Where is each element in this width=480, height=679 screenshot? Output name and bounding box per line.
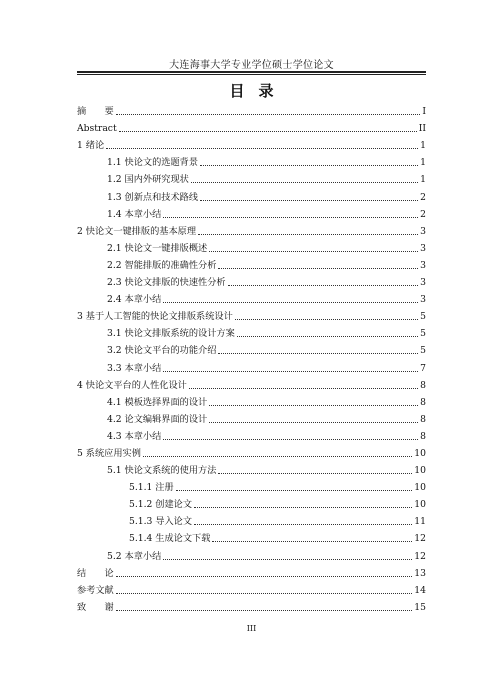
toc-entry-label: 5 系统应用实例 (77, 447, 141, 459)
toc-entry[interactable] (77, 101, 426, 118)
toc-entry[interactable] (77, 221, 426, 238)
toc-entry-page: 3 (420, 277, 426, 289)
toc-title: 目录 (229, 82, 288, 100)
toc-entry-label: 2.1 快论文一键排版概述 (107, 242, 208, 254)
toc-entry-label: 3.3 本章小结 (107, 362, 162, 374)
toc-entry[interactable] (77, 272, 426, 289)
toc-entry-label: 5.1.3 导入论文 (129, 516, 193, 528)
toc-leader-dots (191, 182, 418, 183)
toc-leader-dots (163, 559, 412, 560)
toc-entry-page: 1 (420, 174, 426, 186)
toc-entry-page: 12 (414, 550, 426, 562)
toc-entry-page: 1 (420, 157, 426, 169)
toc-entry-label: 4.2 论文编辑界面的设计 (107, 413, 208, 425)
toc-entry[interactable] (77, 289, 426, 306)
toc-entry-label: 3.1 快论文排版系统的设计方案 (107, 328, 235, 340)
toc-leader-dots (116, 593, 413, 594)
toc-entry-page: 10 (414, 465, 426, 477)
toc-leader-dots (200, 200, 418, 201)
toc-leader-dots (209, 422, 418, 423)
toc-leader-dots (212, 541, 412, 542)
toc-entry-label: 2 快论文一键排版的基本原理 (77, 225, 197, 237)
toc-entry-page: 15 (414, 601, 426, 613)
toc-entry-label: 1.1 快论文的选题背景 (107, 157, 199, 169)
toc-entry[interactable] (77, 511, 426, 528)
toc-leader-dots (163, 302, 418, 303)
toc-leader-dots (235, 319, 418, 320)
toc-entry[interactable] (77, 152, 426, 169)
toc-entry-page: 10 (414, 499, 426, 511)
toc-entry[interactable] (77, 186, 426, 203)
toc-entry-label: 3 基于人工智能的快论文排版系统设计 (77, 311, 233, 323)
toc-entry[interactable] (77, 477, 426, 494)
toc-leader-dots (218, 353, 418, 354)
toc-entry[interactable] (77, 494, 426, 511)
toc-entry-page: 5 (420, 345, 426, 357)
toc-entry-page: II (418, 123, 426, 135)
toc-entry[interactable] (77, 528, 426, 545)
toc-leader-dots (209, 405, 418, 406)
toc-entry[interactable] (77, 238, 426, 255)
toc-entry-page: 11 (414, 516, 426, 528)
toc-entry-page: 2 (420, 208, 426, 220)
toc-leader-dots (194, 524, 412, 525)
toc-entry-page: 1 (420, 140, 426, 152)
toc-entry[interactable] (77, 340, 426, 357)
toc-entry[interactable] (77, 357, 426, 374)
running-header: 大连海事大学专业学位硕士学位论文 (169, 60, 334, 71)
toc-leader-dots (163, 371, 418, 372)
toc-entry[interactable] (77, 426, 426, 443)
toc-entry-page: 3 (420, 225, 426, 237)
toc-entry[interactable] (77, 135, 426, 152)
toc-leader-dots (209, 251, 418, 252)
toc-entry[interactable] (77, 118, 426, 135)
toc-entry[interactable] (77, 460, 426, 477)
toc-entry-label: 致 谢 (77, 601, 114, 613)
toc-entry[interactable] (77, 375, 426, 392)
toc-leader-dots (237, 336, 418, 337)
toc-entry-page: 8 (420, 413, 426, 425)
toc-entry-page: 8 (420, 379, 426, 391)
toc-entry-label: 参考文献 (77, 584, 114, 596)
toc-entry[interactable] (77, 323, 426, 340)
toc-entry-page: I (422, 106, 426, 118)
toc-entry[interactable] (77, 545, 426, 562)
toc-entry-label: 1.3 创新点和技术路线 (107, 191, 199, 203)
header-rule-thick (77, 71, 426, 73)
toc-leader-dots (228, 285, 419, 286)
toc-leader-dots (218, 268, 418, 269)
toc-leader-dots (218, 473, 412, 474)
toc-leader-dots (116, 114, 421, 115)
toc-entry-label: 5.1.1 注册 (129, 482, 174, 494)
toc-leader-dots (200, 165, 418, 166)
toc-entry-label: 4.1 模板选择界面的设计 (107, 396, 208, 408)
toc-entry[interactable] (77, 563, 426, 580)
toc-entry-label: 1.2 国内外研究现状 (107, 174, 189, 186)
toc-entry[interactable] (77, 169, 426, 186)
toc-entry-page: 3 (420, 242, 426, 254)
toc-entry[interactable] (77, 255, 426, 272)
toc-entry-label: 结 论 (77, 567, 114, 579)
toc-entry-label: Abstract (77, 123, 117, 135)
toc-entry-label: 1 绪论 (77, 140, 105, 152)
toc-leader-dots (143, 456, 412, 457)
toc-entry-label: 4 快论文平台的人性化设计 (77, 379, 187, 391)
toc-entry-page: 2 (420, 191, 426, 203)
toc-entry-page: 8 (420, 430, 426, 442)
toc-entry-page: 5 (420, 311, 426, 323)
toc-entry-page: 13 (414, 567, 426, 579)
toc-leader-dots (163, 217, 418, 218)
toc-entry-label: 5.2 本章小结 (107, 550, 162, 562)
toc-entry-page: 7 (420, 362, 426, 374)
table-of-contents (77, 101, 426, 614)
toc-entry[interactable] (77, 580, 426, 597)
toc-entry-page: 12 (414, 533, 426, 545)
toc-entry-label: 2.3 快论文排版的快速性分析 (107, 277, 226, 289)
toc-entry-page: 3 (420, 259, 426, 271)
toc-entry-label: 5.1.2 创建论文 (129, 499, 193, 511)
toc-entry[interactable] (77, 409, 426, 426)
toc-entry-page: 10 (414, 447, 426, 459)
toc-entry-label: 5.1 快论文系统的使用方法 (107, 465, 217, 477)
toc-entry[interactable] (77, 597, 426, 614)
toc-leader-dots (119, 131, 417, 132)
toc-leader-dots (116, 610, 413, 611)
toc-leader-dots (176, 490, 413, 491)
toc-entry-label: 1.4 本章小结 (107, 208, 162, 220)
toc-leader-dots (198, 234, 418, 235)
toc-entry[interactable] (77, 204, 426, 221)
toc-entry-label: 3.2 快论文平台的功能介绍 (107, 345, 217, 357)
toc-entry[interactable] (77, 392, 426, 409)
toc-leader-dots (163, 439, 418, 440)
toc-entry-page: 3 (420, 294, 426, 306)
toc-entry-page: 10 (414, 482, 426, 494)
toc-entry-label: 2.2 智能排版的准确性分析 (107, 259, 217, 271)
toc-entry-label: 摘 要 (77, 106, 114, 118)
toc-entry[interactable] (77, 306, 426, 323)
toc-entry-label: 4.3 本章小结 (107, 430, 162, 442)
toc-leader-dots (189, 388, 418, 389)
toc-entry[interactable] (77, 443, 426, 460)
toc-leader-dots (106, 148, 418, 149)
toc-entry-page: 14 (414, 584, 426, 596)
toc-entry-label: 2.4 本章小结 (107, 294, 162, 306)
header-rule-thin (77, 74, 426, 75)
toc-entry-label: 5.1.4 生成论文下载 (129, 533, 211, 545)
toc-leader-dots (194, 507, 412, 508)
toc-leader-dots (116, 576, 413, 577)
toc-entry-page: 8 (420, 396, 426, 408)
page-number: III (246, 624, 257, 633)
toc-entry-page: 5 (420, 328, 426, 340)
